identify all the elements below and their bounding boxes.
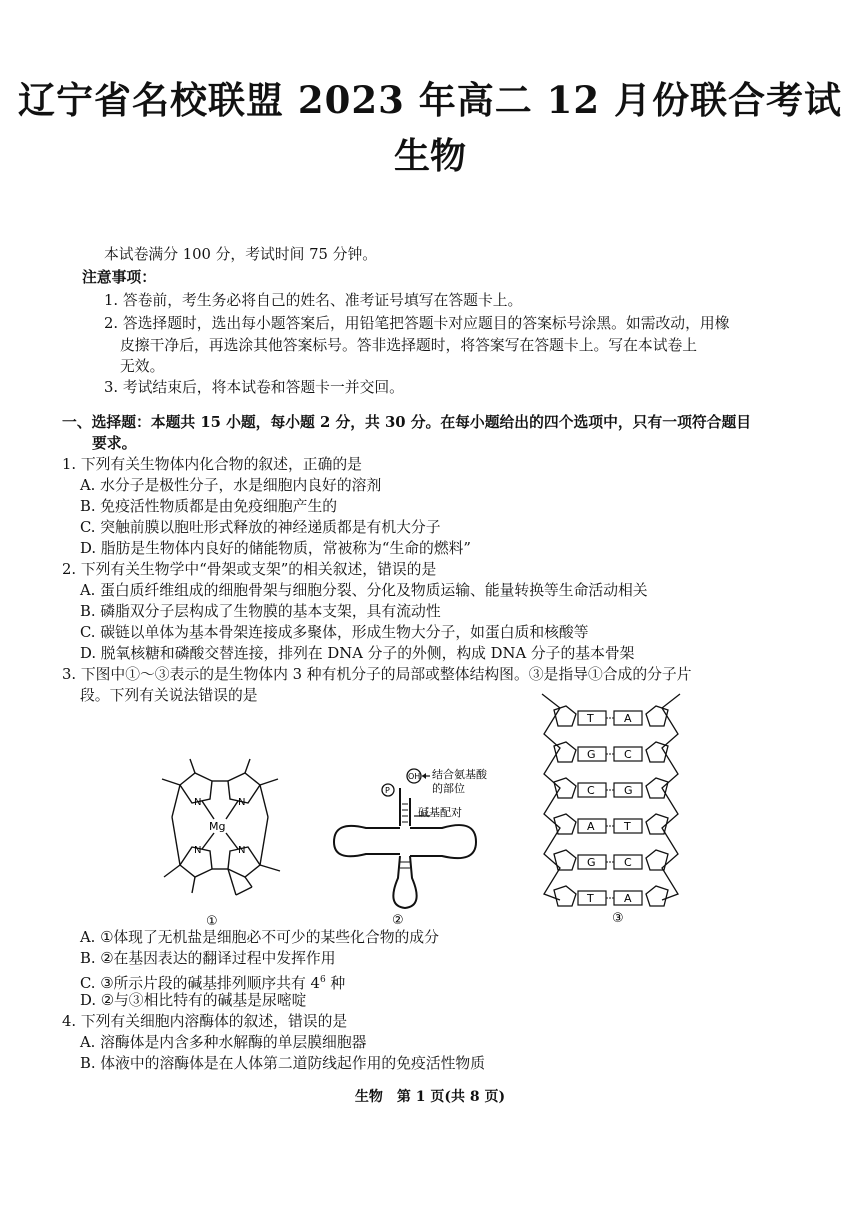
base-letter: A <box>587 820 595 833</box>
base-pairing-label: 碱基配对 <box>418 806 462 819</box>
figure-label: ③ <box>612 911 624 926</box>
question-stem-cont: 段。下列有关说法错误的是 <box>80 687 258 704</box>
trna-structure-figure <box>322 758 522 934</box>
deoxyribose-shape <box>646 886 668 906</box>
base-letter: C <box>587 784 595 797</box>
section-heading-cont: 要求。 <box>92 435 137 452</box>
mg-label: Mg <box>209 820 226 833</box>
n-label: N <box>238 797 246 808</box>
note-item: 无效。 <box>120 358 165 375</box>
figure-label: ② <box>392 913 404 928</box>
deoxyribose-shape <box>646 706 668 726</box>
dna-base-pair <box>554 706 668 726</box>
page-footer: 生物 第 1 页(共 8 页) <box>354 1089 506 1105</box>
option-d: D. 脱氧核糖和磷酸交替连接，排列在 DNA 分子的外侧，构成 DNA 分子的基本骨架 <box>80 645 635 662</box>
dna-structure-figure <box>530 688 710 930</box>
intro-text: 本试卷满分 100 分，考试时间 75 分钟。 <box>104 246 378 263</box>
deoxyribose-shape <box>554 778 576 798</box>
option-b: B. ②在基因表达的翻译过程中发挥作用 <box>80 950 336 967</box>
option-c: C. ③所示片段的碱基排列顺序共有 $4^6$ 种 <box>80 974 346 992</box>
option-c: C. 碳链以单体为基本骨架连接成多聚体，形成生物大分子，如蛋白质和核酸等 <box>80 624 589 641</box>
dna-base-pair <box>554 886 668 906</box>
option-a: A. 溶酶体是内含多种水解酶的单层膜细胞器 <box>80 1034 367 1051</box>
amino-acid-site-label-2: 的部位 <box>432 782 465 795</box>
base-letter: G <box>587 856 596 869</box>
notes-heading: 注意事项： <box>82 269 156 286</box>
question-stem: 1. 下列有关生物体内化合物的叙述，正确的是 <box>62 456 362 473</box>
note-item: 1. 答卷前，考生务必将自己的姓名、准考证号填写在答题卡上。 <box>104 292 523 309</box>
p-label: P <box>385 786 390 795</box>
base-letter: A <box>624 892 632 905</box>
deoxyribose-shape <box>646 778 668 798</box>
deoxyribose-shape <box>646 850 668 870</box>
deoxyribose-shape <box>554 886 576 906</box>
option-a: A. ①体现了无机盐是细胞必不可少的某些化合物的成分 <box>80 929 439 946</box>
deoxyribose-shape <box>554 814 576 834</box>
question-stem: 2. 下列有关生物学中“骨架或支架”的相关叙述，错误的是 <box>62 561 437 578</box>
exam-title: 辽宁省名校联盟 2023 年高二 12 月份联合考试 <box>18 78 842 122</box>
amino-acid-site-label: 结合氨基酸 <box>432 768 487 781</box>
base-letter: C <box>624 856 632 869</box>
question-stem: 3. 下图中①～③表示的是生物体内 3 种有机分子的局部或整体结构图。③是指导①合成的分子片 <box>62 666 692 683</box>
dna-base-pair <box>554 742 668 762</box>
figure-label: ① <box>206 914 218 929</box>
dna-base-pair <box>554 814 668 834</box>
n-label: N <box>194 845 202 856</box>
note-item: 皮擦干净后，再选涂其他答案标号。答非选择题时，将答案写在答题卡上。写在本试卷上 <box>120 337 698 354</box>
base-letter: G <box>624 784 633 797</box>
deoxyribose-shape <box>554 706 576 726</box>
oh-label: OH <box>408 772 421 781</box>
deoxyribose-shape <box>554 850 576 870</box>
option-b: B. 磷脂双分子层构成了生物膜的基本支架，具有流动性 <box>80 603 441 620</box>
base-letter: G <box>587 748 596 761</box>
option-d: D. ②与③相比特有的碱基是尿嘧啶 <box>80 992 307 1009</box>
option-a: A. 水分子是极性分子，水是细胞内良好的溶剂 <box>80 477 382 494</box>
base-letter: A <box>624 712 632 725</box>
question-stem: 4. 下列有关细胞内溶酶体的叙述，错误的是 <box>62 1013 348 1030</box>
option-b: B. 体液中的溶酶体是在人体第二道防线起作用的免疫活性物质 <box>80 1055 486 1072</box>
base-letter: C <box>624 748 632 761</box>
n-label: N <box>194 797 202 808</box>
dna-base-pair <box>554 850 668 870</box>
base-letter: T <box>624 820 631 833</box>
n-label: N <box>238 845 246 856</box>
option-b: B. 免疫活性物质都是由免疫细胞产生的 <box>80 498 338 515</box>
option-a: A. 蛋白质纤维组成的细胞骨架与细胞分裂、分化及物质运输、能量转换等生命活动相关 <box>80 582 648 599</box>
option-d: D. 脂肪是生物体内良好的储能物质，常被称为“生命的燃料” <box>80 540 471 557</box>
chlorophyll-structure-figure <box>140 755 300 935</box>
dna-base-pair <box>554 778 668 798</box>
base-letter: T <box>587 892 594 905</box>
base-letter: T <box>587 712 594 725</box>
option-c: C. 突触前膜以胞吐形式释放的神经递质都是有机大分子 <box>80 519 441 536</box>
note-item: 2. 答选择题时，选出每小题答案后，用铅笔把答题卡对应题目的答案标号涂黑。如需改动，用橡 <box>104 315 730 332</box>
section-heading: 一、选择题：本题共 15 小题，每小题 2 分，共 30 分。在每小题给出的四个选项中，只有一项符合题目 <box>62 414 752 431</box>
note-item: 3. 考试结束后，将本试卷和答题卡一并交回。 <box>104 379 404 396</box>
deoxyribose-shape <box>646 814 668 834</box>
subject-title: 生物 <box>393 135 466 177</box>
